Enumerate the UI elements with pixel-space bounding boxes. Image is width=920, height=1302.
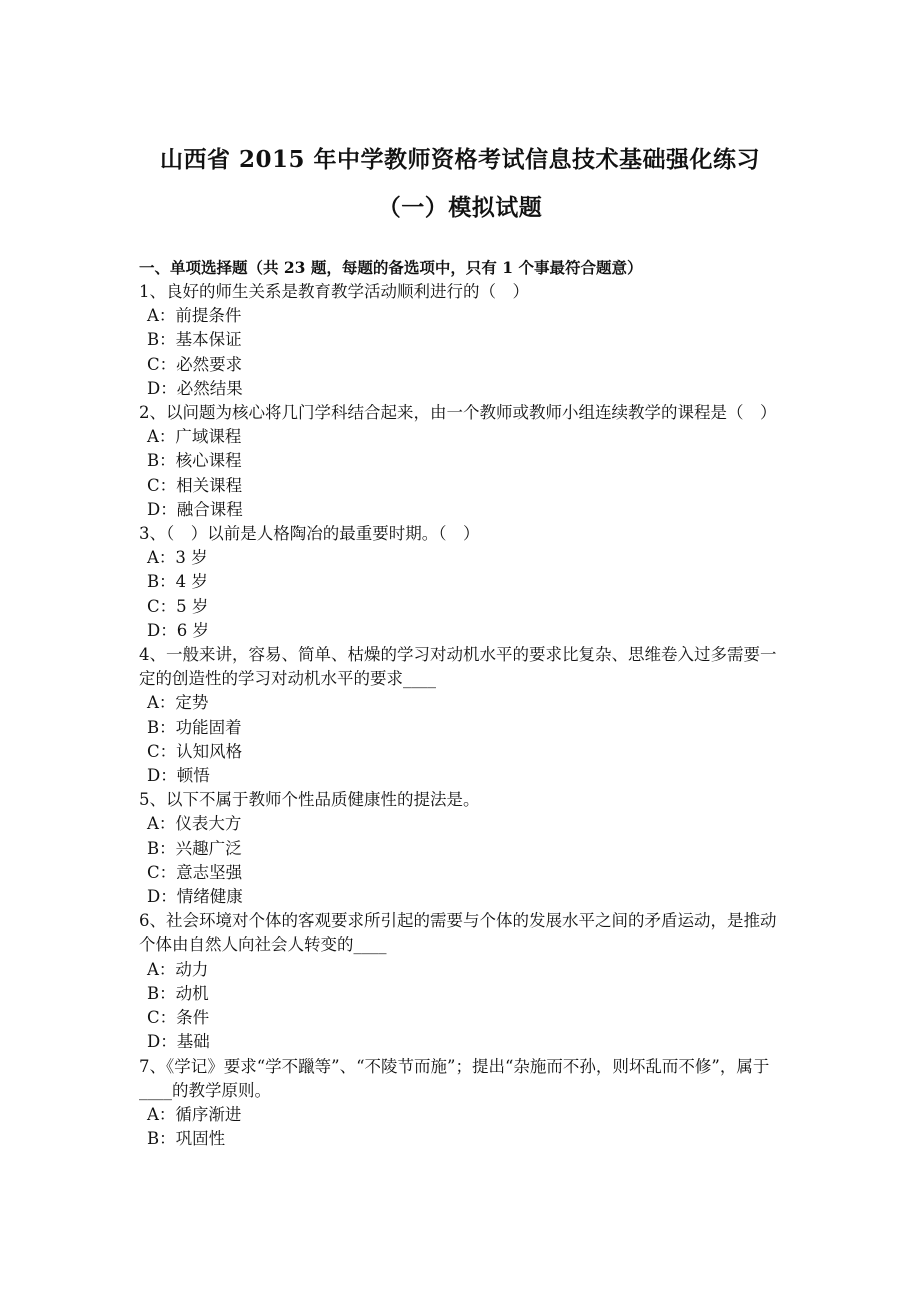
question-option: A：定势 <box>147 693 209 713</box>
question-option: D：必然结果 <box>147 378 243 398</box>
question-option: D：顿悟 <box>147 766 210 786</box>
question-option: C：认知风格 <box>147 741 243 761</box>
question-option: A：广域课程 <box>147 427 242 447</box>
document-title-line2: （一）模拟试题 <box>377 194 543 221</box>
document-body <box>139 256 789 1151</box>
question-option: B：动机 <box>147 983 209 1003</box>
question-option: B：功能固着 <box>147 717 242 737</box>
document-title-line1: 山西省 2015 年中学教师资格考试信息技术基础强化练习 <box>159 146 761 173</box>
question-option: C：必然要求 <box>147 354 243 374</box>
question-1 <box>139 280 789 401</box>
question-3 <box>139 522 789 643</box>
question-option: A：前提条件 <box>147 306 242 326</box>
question-7 <box>139 1055 789 1152</box>
question-stem: 7、《学记》要求“学不躐等”、“不陵节而施”；提出“杂施而不孙，则坏乱而不修”，属于____的教学原则。 <box>139 1056 770 1100</box>
question-6 <box>139 909 789 1054</box>
question-option: D：情绪健康 <box>147 887 243 907</box>
question-option: B：核心课程 <box>147 451 242 471</box>
question-option: A：3 岁 <box>147 548 208 568</box>
question-option: B：巩固性 <box>147 1129 226 1149</box>
question-option: D：6 岁 <box>147 620 209 640</box>
question-stem: 6、社会环境对个体的客观要求所引起的需要与个体的发展水平之间的矛盾运动，是推动个体由自然人向社会人转变的____ <box>139 911 777 955</box>
question-option: A：仪表大方 <box>147 814 242 834</box>
question-option: C：意志坚强 <box>147 862 243 882</box>
question-stem: 2、以问题为核心将几门学科结合起来，由一个教师或教师小组连续教学的课程是（ ） <box>139 403 777 423</box>
question-stem: 3、（ ）以前是人格陶冶的最重要时期。（ ） <box>139 524 480 544</box>
question-option: A：动力 <box>147 959 209 979</box>
question-option: A：循序渐进 <box>147 1104 242 1124</box>
question-5 <box>139 788 789 909</box>
question-option: B：兴趣广泛 <box>147 838 242 858</box>
question-option: C：相关课程 <box>147 475 243 495</box>
question-4 <box>139 643 789 788</box>
question-option: B：4 岁 <box>147 572 208 592</box>
section-heading: 一、单项选择题（共 23 题，每题的备选项中，只有 1 个事最符合题意） <box>139 258 643 277</box>
question-option: B：基本保证 <box>147 330 242 350</box>
question-option: C：条件 <box>147 1008 210 1028</box>
question-2 <box>139 401 789 522</box>
question-option: D：融合课程 <box>147 499 243 519</box>
question-option: C：5 岁 <box>147 596 209 616</box>
question-option: D：基础 <box>147 1032 210 1052</box>
question-stem: 4、一般来讲，容易、简单、枯燥的学习对动机水平的要求比复杂、思维卷入过多需要一定的创造性的学习对动机水平的要求____ <box>139 645 777 689</box>
question-stem: 5、以下不属于教师个性品质健康性的提法是。 <box>139 790 480 810</box>
question-stem: 1、良好的师生关系是教育教学活动顺利进行的（ ） <box>139 282 529 301</box>
